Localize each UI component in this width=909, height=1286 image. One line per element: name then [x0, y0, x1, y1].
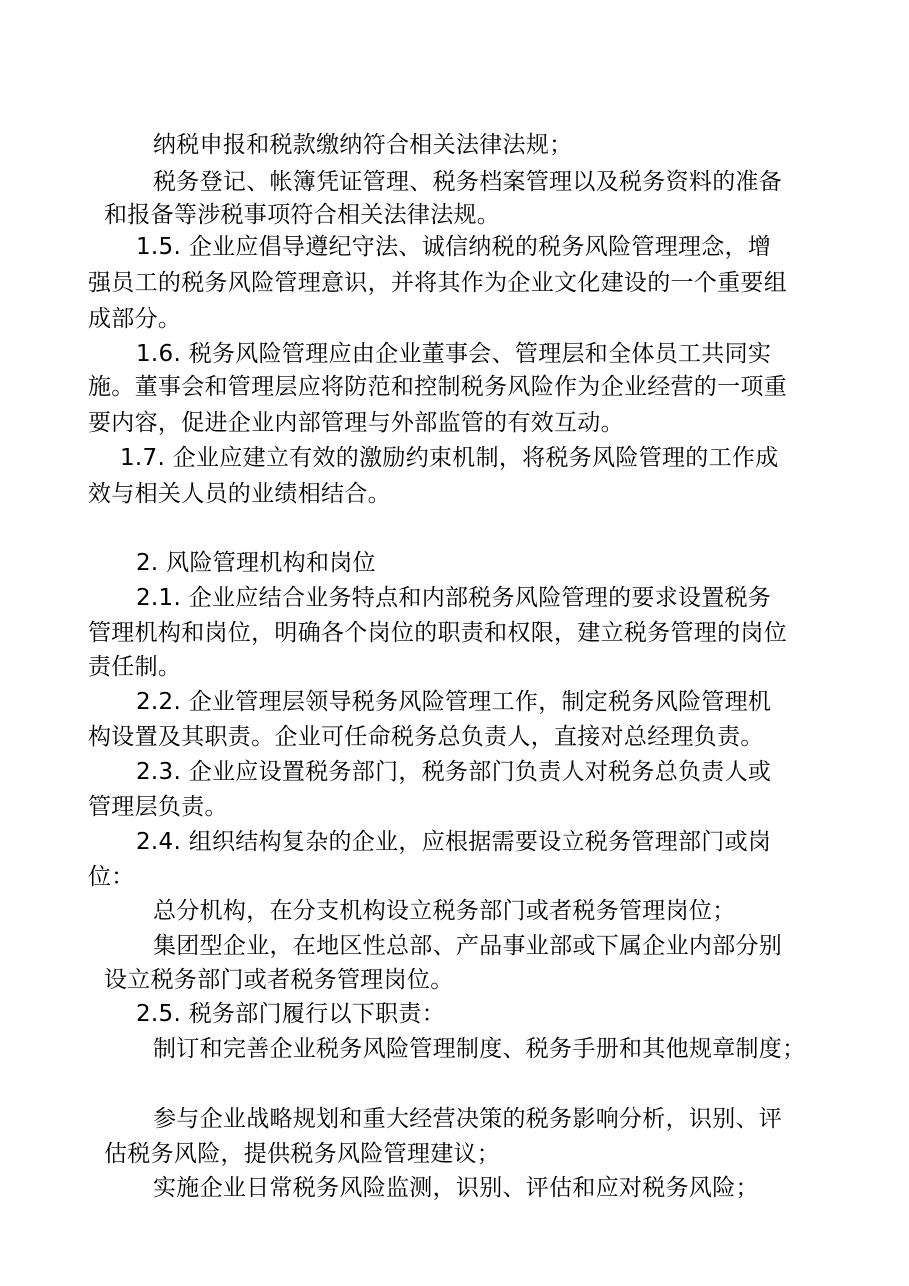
text-line: 纳税申报和税款缴纳符合相关法律法规；: [153, 132, 573, 158]
text-line: 实施企业日常税务风险监测，识别、评估和应对税务风险；: [153, 1175, 759, 1201]
text-line: 2.4. 组织结构复杂的企业，应根据需要设立税务管理部门或岗: [136, 829, 772, 855]
text-line: 1.6. 税务风险管理应由企业董事会、管理层和全体员工共同实: [136, 341, 772, 367]
text-line: 估税务风险，提供税务风险管理建议；: [104, 1141, 501, 1167]
text-line: 1.5. 企业应倡导遵纪守法、诚信纳税的税务风险管理理念，增: [136, 234, 772, 260]
text-line: 构设置及其职责。企业可任命税务总负责人，直接对总经理负责。: [88, 724, 764, 750]
text-line: 效与相关人员的业绩相结合。: [88, 481, 391, 507]
text-line: 税务登记、帐簿凭证管理、税务档案管理以及税务资料的准备: [153, 169, 783, 195]
section-heading: 2. 风险管理机构和岗位: [136, 550, 376, 576]
text-line: 责任制。: [88, 654, 182, 680]
text-line: 管理机构和岗位，明确各个岗位的职责和权限，建立税务管理的岗位: [88, 620, 787, 646]
text-line: 强员工的税务风险管理意识，并将其作为企业文化建设的一个重要组: [88, 270, 787, 296]
text-line: 2.5. 税务部门履行以下职责：: [136, 1001, 445, 1027]
text-line: 集团型企业，在地区性总部、产品事业部或下属企业内部分别: [153, 933, 783, 959]
text-line: 要内容，促进企业内部管理与外部监管的有效互动。: [88, 410, 624, 436]
text-line: 施。董事会和管理层应将防范和控制税务风险作为企业经营的一项重: [88, 374, 787, 400]
text-line: 1.7. 企业应建立有效的激励约束机制，将税务风险管理的工作成: [120, 445, 779, 471]
text-line: 参与企业战略规划和重大经营决策的税务影响分析，识别、评: [153, 1106, 783, 1132]
text-line: 和报备等涉税事项符合相关法律法规。: [104, 202, 501, 228]
text-line: 2.1. 企业应结合业务特点和内部税务风险管理的要求设置税务: [136, 585, 772, 611]
text-line: 2.2. 企业管理层领导税务风险管理工作，制定税务风险管理机: [136, 689, 772, 715]
text-line: 管理层负责。: [88, 794, 228, 820]
text-line: 位：: [88, 864, 135, 890]
text-line: 设立税务部门或者税务管理岗位。: [104, 967, 454, 993]
text-line: 2.3. 企业应设置税务部门，税务部门负责人对税务总负责人或: [136, 759, 772, 785]
text-line: 制订和完善企业税务风险管理制度、税务手册和其他规章制度；: [153, 1036, 806, 1062]
text-line: 成部分。: [88, 306, 182, 332]
text-line: 总分机构，在分支机构设立税务部门或者税务管理岗位；: [153, 898, 736, 924]
